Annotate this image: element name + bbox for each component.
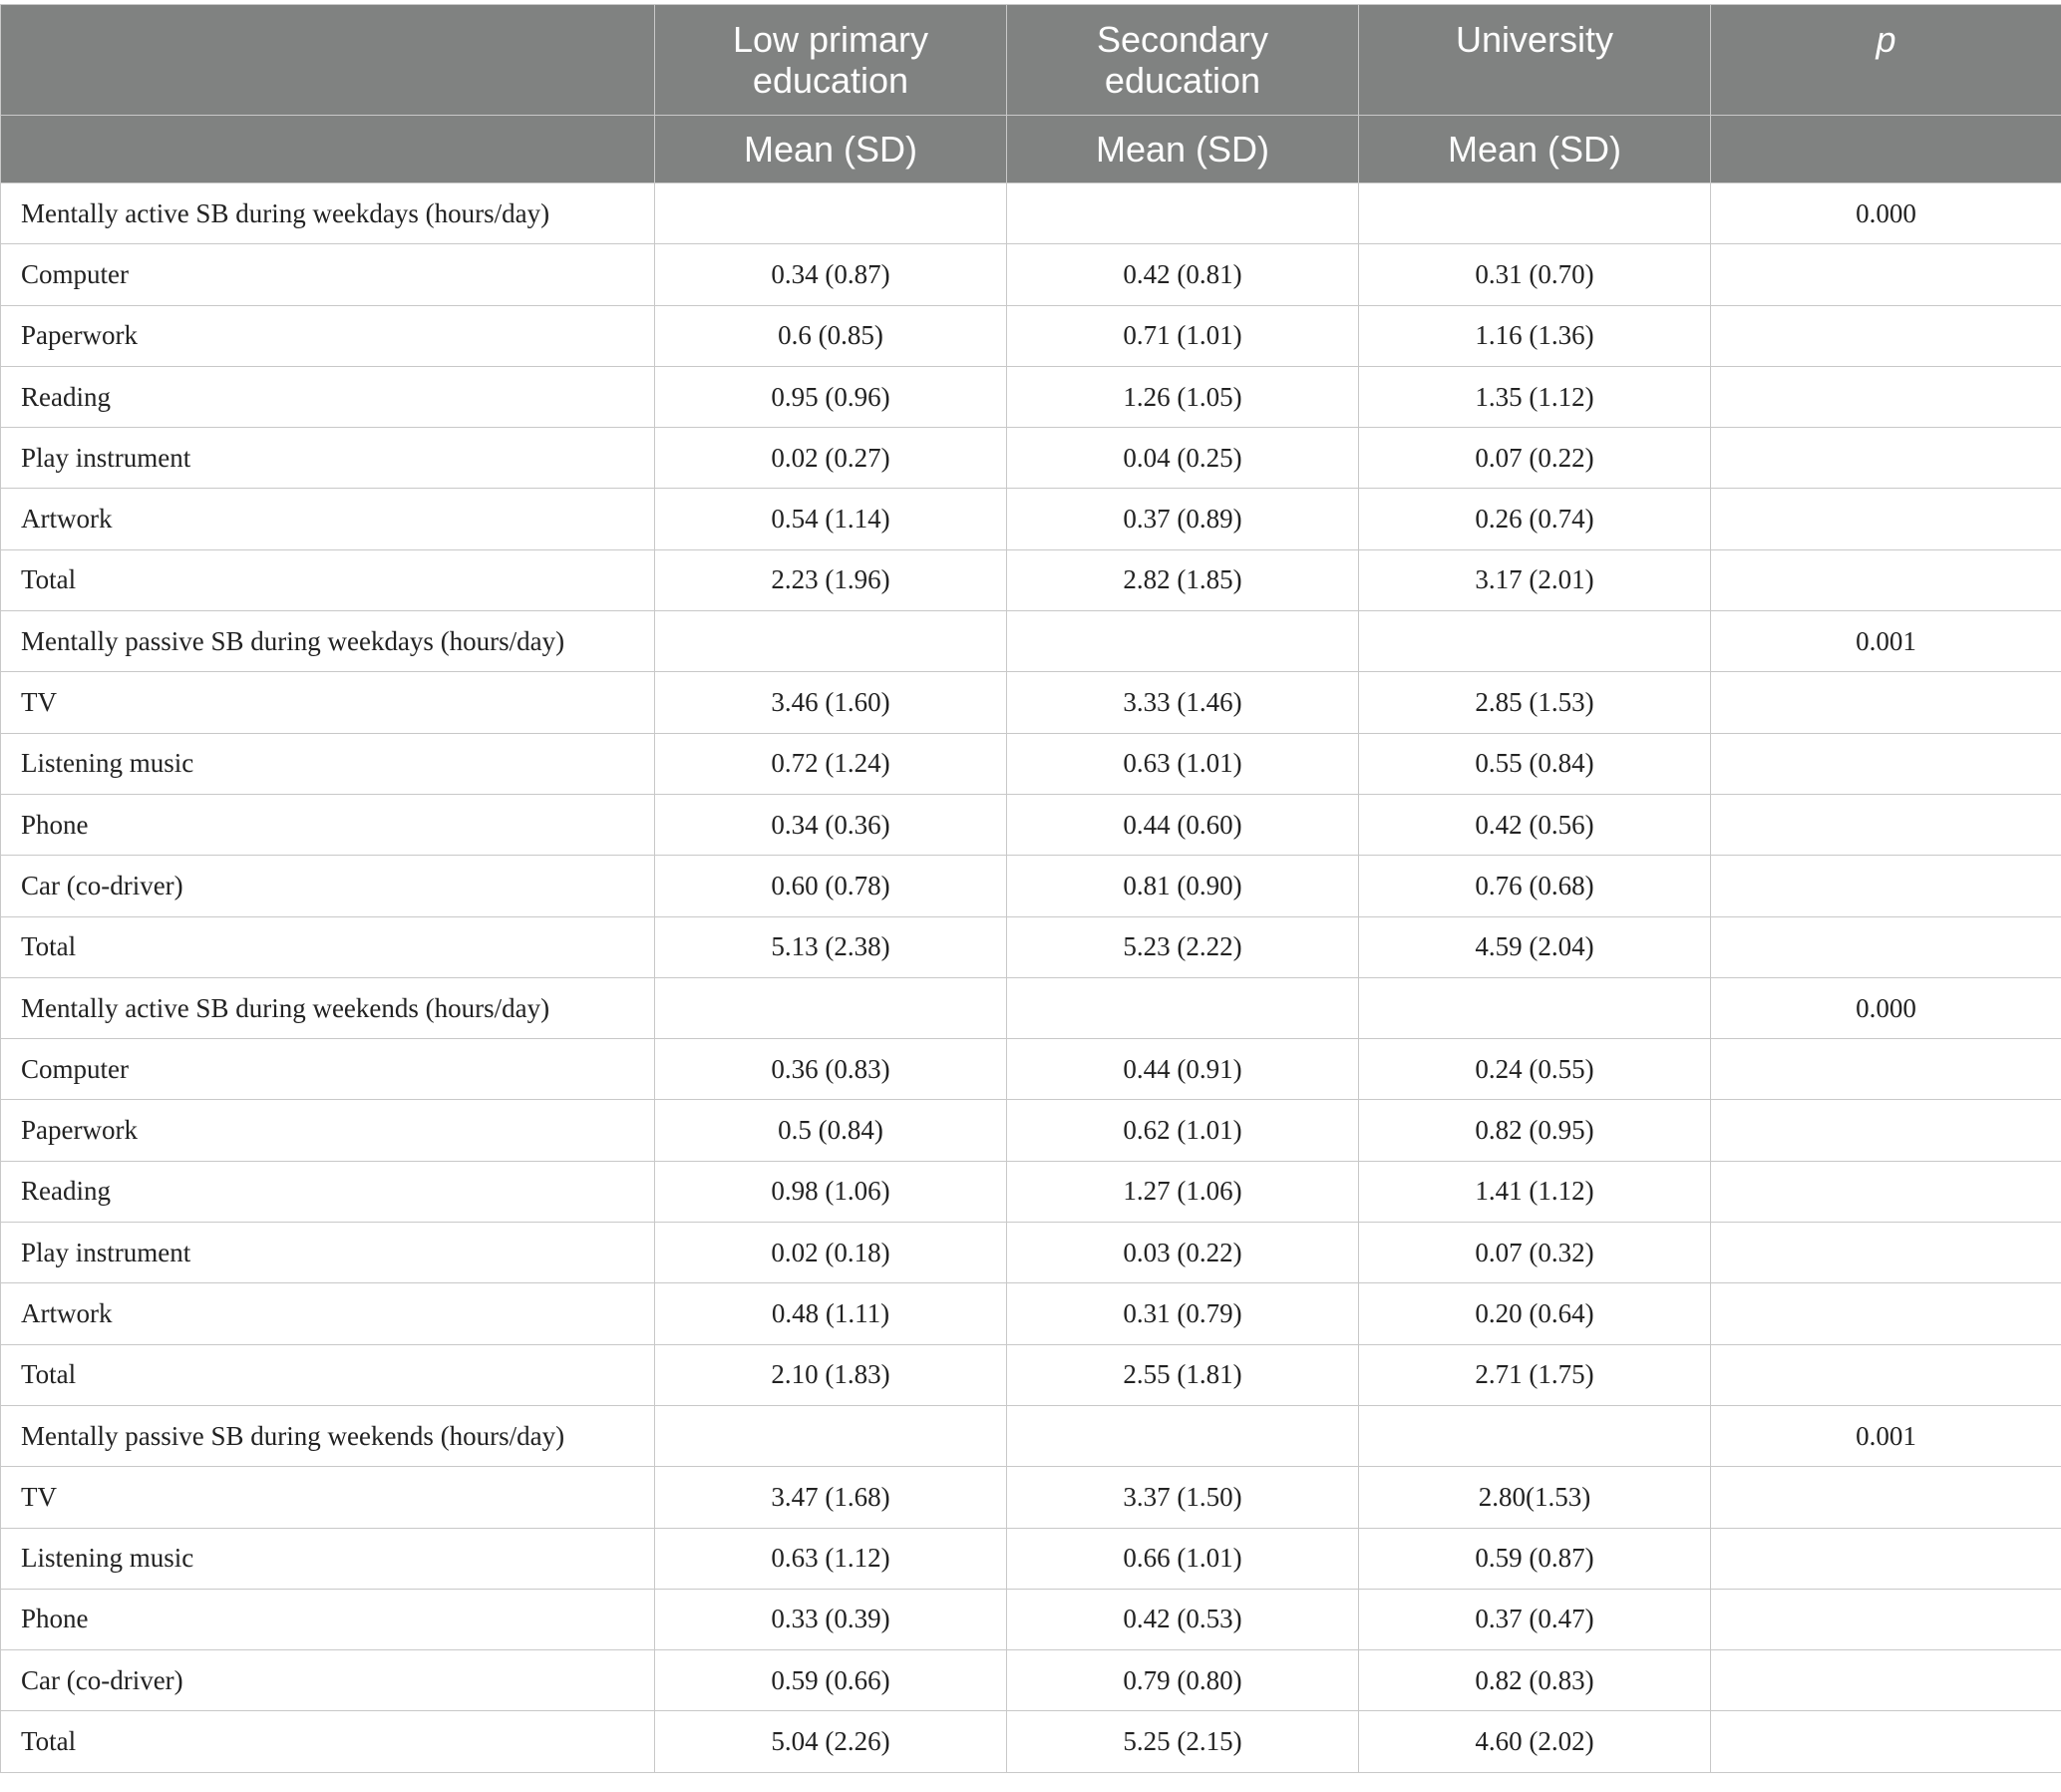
row-label-cell: Car (co-driver)	[1, 856, 655, 916]
p-value-cell	[1711, 1467, 2061, 1528]
table-row	[1, 1589, 2061, 1649]
p-value-cell	[1711, 1100, 2061, 1161]
university-value-cell: 0.07 (0.22)	[1359, 428, 1711, 489]
table-row	[1, 1711, 2061, 1772]
secondary-value-cell	[1007, 1405, 1359, 1466]
low-primary-value-cell: 0.72 (1.24)	[655, 733, 1007, 794]
table-row	[1, 1039, 2061, 1100]
university-value-cell: 0.31 (0.70)	[1359, 244, 1711, 305]
row-label-cell: Total	[1, 549, 655, 610]
row-label-cell: Play instrument	[1, 1223, 655, 1283]
secondary-value-cell: 0.31 (0.79)	[1007, 1283, 1359, 1344]
p-value-cell	[1711, 428, 2061, 489]
table-row	[1, 1344, 2061, 1405]
table-row	[1, 1100, 2061, 1161]
table-row	[1, 672, 2061, 733]
secondary-value-cell: 0.42 (0.53)	[1007, 1589, 1359, 1649]
secondary-value-cell	[1007, 611, 1359, 672]
row-label-cell: Total	[1, 1344, 655, 1405]
p-value-cell	[1711, 856, 2061, 916]
row-label-cell: TV	[1, 672, 655, 733]
table-row	[1, 366, 2061, 427]
low-primary-value-cell	[655, 977, 1007, 1038]
secondary-value-cell: 5.25 (2.15)	[1007, 1711, 1359, 1772]
row-label-cell: Mentally active SB during weekends (hours/day)	[1, 977, 655, 1038]
header-cell-mean-sd: Mean (SD)	[1007, 116, 1359, 183]
low-primary-value-cell: 0.48 (1.11)	[655, 1283, 1007, 1344]
header-cell-low-primary: Low primary education	[655, 5, 1007, 116]
university-value-cell	[1359, 977, 1711, 1038]
university-value-cell: 2.80(1.53)	[1359, 1467, 1711, 1528]
university-value-cell: 3.17 (2.01)	[1359, 549, 1711, 610]
university-value-cell	[1359, 183, 1711, 244]
row-label-cell: Artwork	[1, 489, 655, 549]
low-primary-value-cell: 0.59 (0.66)	[655, 1650, 1007, 1711]
low-primary-value-cell	[655, 1405, 1007, 1466]
low-primary-value-cell: 0.60 (0.78)	[655, 856, 1007, 916]
table-body	[1, 183, 2061, 1773]
p-value-cell	[1711, 1161, 2061, 1222]
secondary-value-cell	[1007, 183, 1359, 244]
university-value-cell: 0.24 (0.55)	[1359, 1039, 1711, 1100]
secondary-value-cell: 0.62 (1.01)	[1007, 1100, 1359, 1161]
secondary-value-cell	[1007, 977, 1359, 1038]
row-label-cell: Mentally passive SB during weekdays (hours/day)	[1, 611, 655, 672]
secondary-value-cell: 0.79 (0.80)	[1007, 1650, 1359, 1711]
p-value-cell	[1711, 1344, 2061, 1405]
p-value-cell: 0.001	[1711, 1405, 2061, 1466]
university-value-cell: 0.82 (0.95)	[1359, 1100, 1711, 1161]
p-value-cell: 0.000	[1711, 977, 2061, 1038]
secondary-value-cell: 5.23 (2.22)	[1007, 916, 1359, 977]
data-table	[0, 4, 2061, 1773]
low-primary-value-cell: 0.5 (0.84)	[655, 1100, 1007, 1161]
header-cell-secondary: Secondary education	[1007, 5, 1359, 116]
header-row-groups	[1, 5, 2061, 116]
header-cell-university: University	[1359, 5, 1711, 116]
row-label-cell: Mentally active SB during weekdays (hours/day)	[1, 183, 655, 244]
low-primary-value-cell: 3.46 (1.60)	[655, 672, 1007, 733]
university-value-cell: 0.37 (0.47)	[1359, 1589, 1711, 1649]
table-row	[1, 611, 2061, 672]
university-value-cell: 0.07 (0.32)	[1359, 1223, 1711, 1283]
secondary-value-cell: 0.37 (0.89)	[1007, 489, 1359, 549]
p-value-cell	[1711, 1711, 2061, 1772]
university-value-cell: 0.76 (0.68)	[1359, 856, 1711, 916]
low-primary-value-cell: 0.36 (0.83)	[655, 1039, 1007, 1100]
secondary-value-cell: 2.55 (1.81)	[1007, 1344, 1359, 1405]
p-value-cell	[1711, 1223, 2061, 1283]
secondary-value-cell: 0.44 (0.91)	[1007, 1039, 1359, 1100]
row-label-cell: Total	[1, 916, 655, 977]
table-row	[1, 305, 2061, 366]
table-row	[1, 428, 2061, 489]
row-label-cell: Computer	[1, 244, 655, 305]
low-primary-value-cell: 5.13 (2.38)	[655, 916, 1007, 977]
row-label-cell: Total	[1, 1711, 655, 1772]
row-label-cell: Paperwork	[1, 1100, 655, 1161]
secondary-value-cell: 0.81 (0.90)	[1007, 856, 1359, 916]
university-value-cell: 1.16 (1.36)	[1359, 305, 1711, 366]
low-primary-value-cell: 0.6 (0.85)	[655, 305, 1007, 366]
p-value-cell	[1711, 549, 2061, 610]
university-value-cell: 0.26 (0.74)	[1359, 489, 1711, 549]
p-value-cell	[1711, 305, 2061, 366]
row-label-cell: Listening music	[1, 733, 655, 794]
row-label-cell: Play instrument	[1, 428, 655, 489]
table-row	[1, 549, 2061, 610]
table-row	[1, 1528, 2061, 1589]
header-row-stats	[1, 116, 2061, 183]
university-value-cell: 0.55 (0.84)	[1359, 733, 1711, 794]
low-primary-value-cell: 0.02 (0.27)	[655, 428, 1007, 489]
p-value-cell: 0.001	[1711, 611, 2061, 672]
p-value-cell	[1711, 366, 2061, 427]
secondary-value-cell: 0.04 (0.25)	[1007, 428, 1359, 489]
low-primary-value-cell: 0.63 (1.12)	[655, 1528, 1007, 1589]
university-value-cell: 0.59 (0.87)	[1359, 1528, 1711, 1589]
header-cell-mean-sd: Mean (SD)	[655, 116, 1007, 183]
low-primary-value-cell	[655, 183, 1007, 244]
table-row	[1, 244, 2061, 305]
university-value-cell: 1.35 (1.12)	[1359, 366, 1711, 427]
table-row	[1, 977, 2061, 1038]
row-label-cell: Reading	[1, 366, 655, 427]
p-value-cell	[1711, 1650, 2061, 1711]
low-primary-value-cell: 2.23 (1.96)	[655, 549, 1007, 610]
p-value-cell	[1711, 244, 2061, 305]
table-row	[1, 1283, 2061, 1344]
secondary-value-cell: 0.63 (1.01)	[1007, 733, 1359, 794]
table-row	[1, 916, 2061, 977]
table-row	[1, 489, 2061, 549]
row-label-cell: Artwork	[1, 1283, 655, 1344]
table-row	[1, 1467, 2061, 1528]
university-value-cell: 2.85 (1.53)	[1359, 672, 1711, 733]
p-value-cell	[1711, 733, 2061, 794]
p-value-cell: 0.000	[1711, 183, 2061, 244]
low-primary-value-cell: 0.34 (0.36)	[655, 794, 1007, 855]
row-label-cell: Mentally passive SB during weekends (hours/day)	[1, 1405, 655, 1466]
row-label-cell: Reading	[1, 1161, 655, 1222]
row-label-cell: Computer	[1, 1039, 655, 1100]
university-value-cell	[1359, 1405, 1711, 1466]
low-primary-value-cell: 3.47 (1.68)	[655, 1467, 1007, 1528]
row-label-cell: Phone	[1, 794, 655, 855]
secondary-value-cell: 0.71 (1.01)	[1007, 305, 1359, 366]
low-primary-value-cell: 0.95 (0.96)	[655, 366, 1007, 427]
university-value-cell: 0.82 (0.83)	[1359, 1650, 1711, 1711]
secondary-value-cell: 0.42 (0.81)	[1007, 244, 1359, 305]
low-primary-value-cell: 5.04 (2.26)	[655, 1711, 1007, 1772]
secondary-value-cell: 3.33 (1.46)	[1007, 672, 1359, 733]
header-cell-p: p	[1711, 5, 2061, 116]
university-value-cell: 0.20 (0.64)	[1359, 1283, 1711, 1344]
table-row	[1, 1405, 2061, 1466]
secondary-value-cell: 1.27 (1.06)	[1007, 1161, 1359, 1222]
table-row	[1, 794, 2061, 855]
table-row	[1, 1650, 2061, 1711]
university-value-cell: 2.71 (1.75)	[1359, 1344, 1711, 1405]
p-value-cell	[1711, 489, 2061, 549]
secondary-value-cell: 0.03 (0.22)	[1007, 1223, 1359, 1283]
secondary-value-cell: 0.44 (0.60)	[1007, 794, 1359, 855]
low-primary-value-cell: 0.54 (1.14)	[655, 489, 1007, 549]
university-value-cell: 4.59 (2.04)	[1359, 916, 1711, 977]
p-value-cell	[1711, 1039, 2061, 1100]
p-value-cell	[1711, 794, 2061, 855]
low-primary-value-cell: 0.33 (0.39)	[655, 1589, 1007, 1649]
table-row	[1, 183, 2061, 244]
p-value-cell	[1711, 672, 2061, 733]
p-value-cell	[1711, 916, 2061, 977]
table-header	[1, 5, 2061, 183]
row-label-cell: Listening music	[1, 1528, 655, 1589]
header-cell-empty	[1711, 116, 2061, 183]
university-value-cell: 1.41 (1.12)	[1359, 1161, 1711, 1222]
university-value-cell: 4.60 (2.02)	[1359, 1711, 1711, 1772]
secondary-value-cell: 2.82 (1.85)	[1007, 549, 1359, 610]
table-row	[1, 733, 2061, 794]
table-row	[1, 856, 2061, 916]
row-label-cell: Car (co-driver)	[1, 1650, 655, 1711]
low-primary-value-cell: 2.10 (1.83)	[655, 1344, 1007, 1405]
low-primary-value-cell: 0.02 (0.18)	[655, 1223, 1007, 1283]
p-value-cell	[1711, 1283, 2061, 1344]
university-value-cell: 0.42 (0.56)	[1359, 794, 1711, 855]
low-primary-value-cell: 0.98 (1.06)	[655, 1161, 1007, 1222]
university-value-cell	[1359, 611, 1711, 672]
row-label-cell: Paperwork	[1, 305, 655, 366]
header-cell-empty	[1, 5, 655, 116]
table-row	[1, 1161, 2061, 1222]
p-value-cell	[1711, 1528, 2061, 1589]
header-cell-mean-sd: Mean (SD)	[1359, 116, 1711, 183]
table-row	[1, 1223, 2061, 1283]
low-primary-value-cell: 0.34 (0.87)	[655, 244, 1007, 305]
header-cell-empty	[1, 116, 655, 183]
row-label-cell: Phone	[1, 1589, 655, 1649]
secondary-value-cell: 0.66 (1.01)	[1007, 1528, 1359, 1589]
secondary-value-cell: 3.37 (1.50)	[1007, 1467, 1359, 1528]
p-value-cell	[1711, 1589, 2061, 1649]
secondary-value-cell: 1.26 (1.05)	[1007, 366, 1359, 427]
row-label-cell: TV	[1, 1467, 655, 1528]
low-primary-value-cell	[655, 611, 1007, 672]
